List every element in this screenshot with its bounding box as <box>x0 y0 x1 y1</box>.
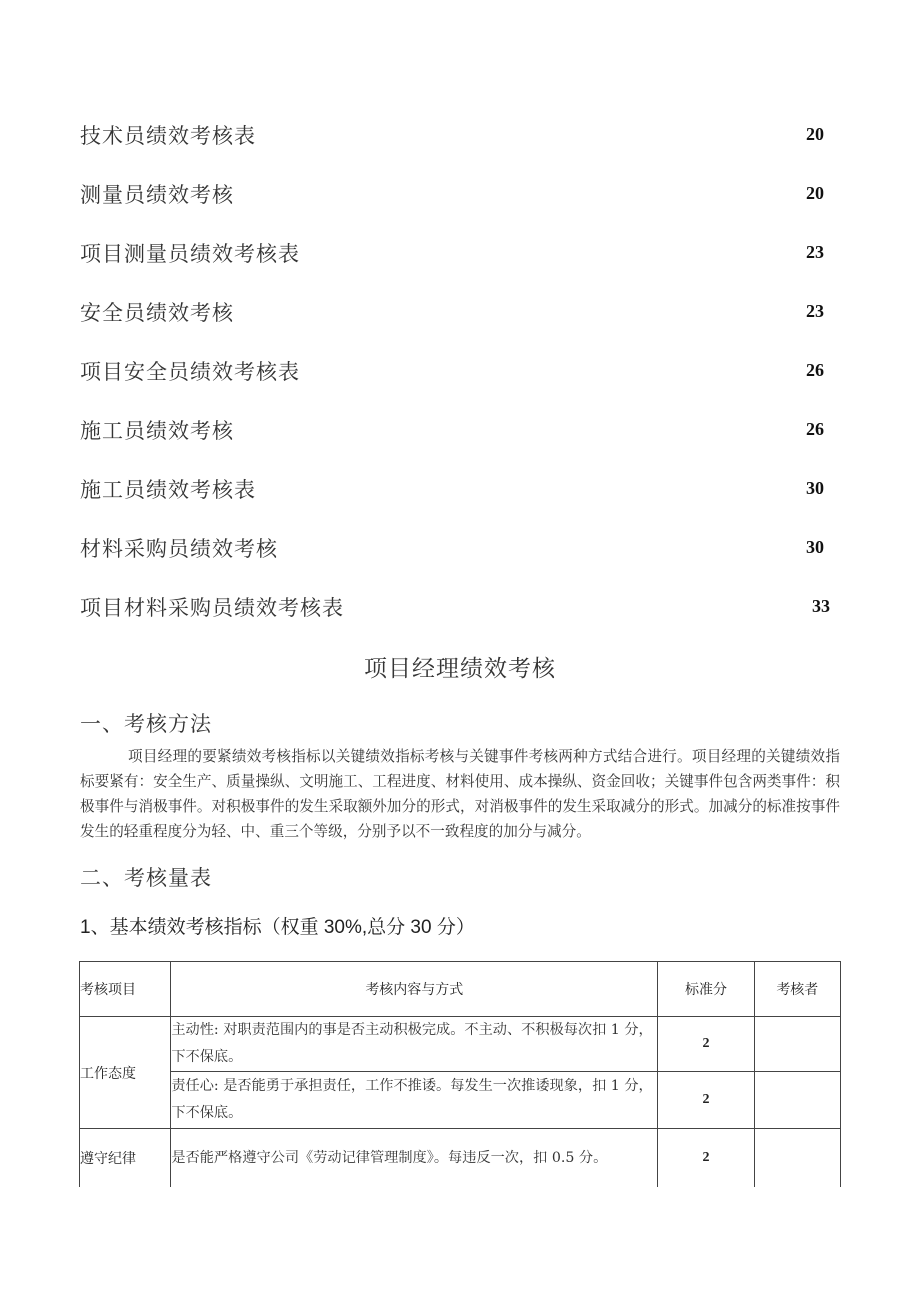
table-of-contents <box>80 112 840 643</box>
toc-entry-title[interactable]: 技术员绩效考核表 <box>80 124 256 148</box>
table-header-row <box>80 962 841 1017</box>
basic-kpi-subheading: 1、基本绩效考核指标（权重 30%,总分 30 分） <box>80 917 475 938</box>
toc-entry[interactable] <box>80 525 840 584</box>
assessor-cell[interactable] <box>754 1129 840 1188</box>
header-assessor: 考核者 <box>754 962 840 1017</box>
toc-entry-title[interactable]: 施工员绩效考核 <box>80 419 234 443</box>
table-row <box>80 1017 841 1072</box>
toc-entry-title[interactable]: 项目测量员绩效考核表 <box>80 242 300 266</box>
toc-entry-page[interactable]: 26 <box>806 419 824 439</box>
toc-entry-page[interactable]: 30 <box>806 537 824 557</box>
toc-entry[interactable] <box>80 171 840 230</box>
toc-entry-page[interactable]: 26 <box>806 360 824 380</box>
toc-entry[interactable] <box>80 466 840 525</box>
toc-entry-title[interactable]: 测量员绩效考核 <box>80 183 234 207</box>
content-cell: 主动性: 对职责范围内的事是否主动积极完成。不主动、不积极每次扣 1 分，下不保底。 <box>171 1017 658 1072</box>
content-cell: 是否能严格遵守公司《劳动记律管理制度》。每违反一次，扣 0.5 分。 <box>171 1129 658 1188</box>
assessor-cell[interactable] <box>754 1017 840 1072</box>
content-cell: 责任心: 是否能勇于承担责任，工作不推诿。每发生一次推诿现象，扣 1 分，下不保底。 <box>171 1072 658 1129</box>
item-cell: 工作态度 <box>80 1017 171 1129</box>
toc-entry-page[interactable]: 20 <box>806 183 824 203</box>
toc-entry[interactable] <box>80 230 840 289</box>
toc-entry-page[interactable]: 30 <box>806 478 824 498</box>
assessor-cell[interactable] <box>754 1072 840 1129</box>
toc-entry-title[interactable]: 安全员绩效考核 <box>80 301 234 325</box>
item-cell: 遵守纪律 <box>80 1129 171 1188</box>
section-heading-method: 一、考核方法 <box>80 712 212 736</box>
score-cell: 2 <box>658 1017 754 1072</box>
section-heading-scale: 二、考核量表 <box>80 866 212 890</box>
kpi-table <box>79 961 841 1187</box>
toc-entry[interactable] <box>80 289 840 348</box>
method-paragraph: 项目经理的要紧绩效考核指标以关键绩效指标考核与关键事件考核两种方式结合进行。项目经理的关键绩效指标要紧有：安全生产、质量操纵、文明施工、工程进度、材料使用、成本操纵、资金回收；关键事件包含两类事件：积极事件与消极事件。对积极事件的发生采取额外加分的形式，对消极事件的发生采取减分的形式。加减分的标准按事件发生的轻重程度分为轻、中、重三个等级，分别予以不一致程度的加分与减分。 <box>80 748 840 840</box>
table-row <box>80 1129 841 1188</box>
score-cell: 2 <box>658 1129 754 1188</box>
toc-entry-title[interactable]: 材料采购员绩效考核 <box>80 537 278 561</box>
toc-entry[interactable] <box>80 584 840 643</box>
toc-entry-title[interactable]: 施工员绩效考核表 <box>80 478 256 502</box>
header-item: 考核项目 <box>80 962 171 1017</box>
toc-entry-title[interactable]: 项目安全员绩效考核表 <box>80 360 300 384</box>
header-score: 标准分 <box>658 962 754 1017</box>
toc-entry-page[interactable]: 20 <box>806 124 824 144</box>
toc-entry-title[interactable]: 项目材料采购员绩效考核表 <box>80 596 344 620</box>
toc-entry-page[interactable]: 23 <box>806 301 824 321</box>
score-cell: 2 <box>658 1072 754 1129</box>
toc-entry-page[interactable]: 33 <box>812 596 830 616</box>
toc-entry[interactable] <box>80 348 840 407</box>
header-content: 考核内容与方式 <box>171 962 658 1017</box>
document-title: 项目经理绩效考核 <box>364 656 556 682</box>
table-row <box>80 1072 841 1129</box>
toc-entry[interactable] <box>80 112 840 171</box>
toc-entry-page[interactable]: 23 <box>806 242 824 262</box>
toc-entry[interactable] <box>80 407 840 466</box>
